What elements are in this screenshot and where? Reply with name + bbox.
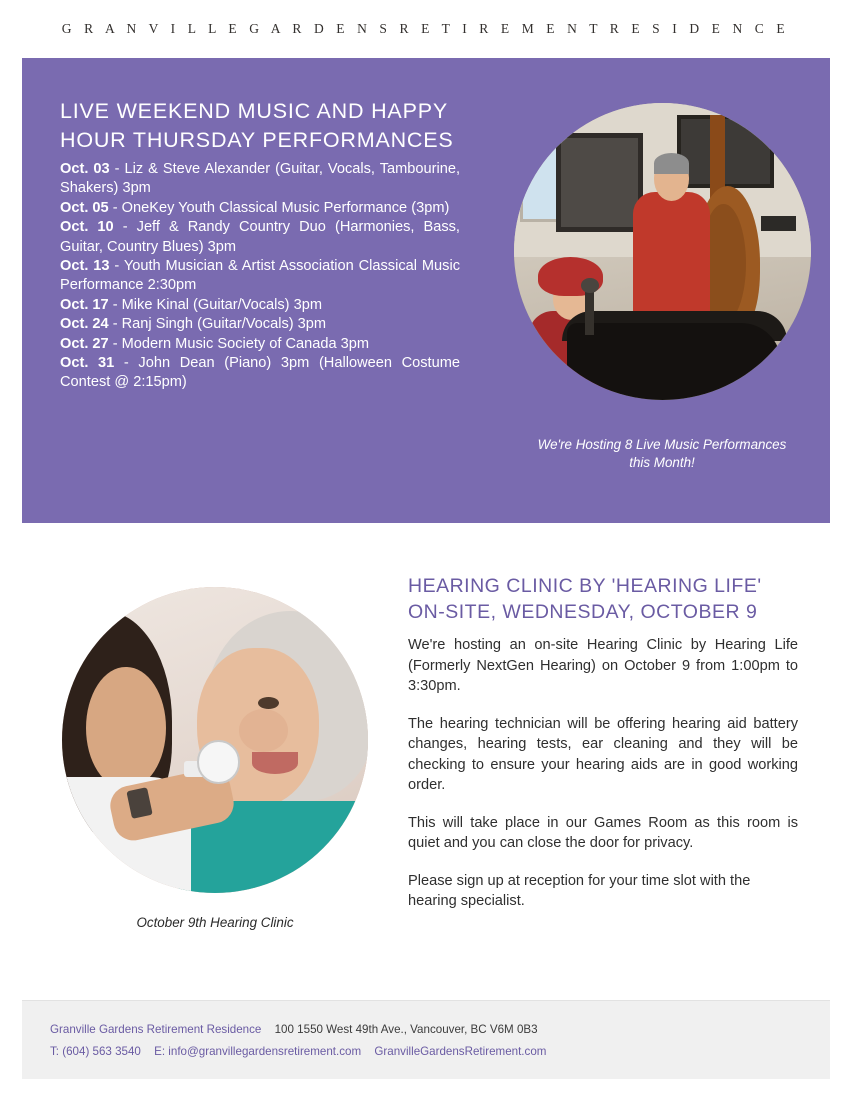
list-item	[60, 199, 460, 218]
photo-scene	[62, 587, 368, 893]
footer-phone[interactable]: T: (604) 563 3540	[50, 1045, 141, 1058]
entry-text: - Youth Musician & Artist Association Classical Music Performance 2:30pm	[60, 258, 460, 294]
hearing-paragraph: Please sign up at reception for your time slot with the hearing specialist.	[408, 872, 751, 909]
entry-text: - Liz & Steve Alexander (Guitar, Vocals, Tambourine, Shakers) 3pm	[60, 161, 461, 197]
entry-date: Oct. 03	[60, 161, 110, 177]
music-photo-caption-line2: this Month!	[629, 455, 695, 470]
hearing-heading-line1: HEARING CLINIC BY 'HEARING LIFE'	[408, 575, 762, 597]
music-photo-caption-line1: We're Hosting 8 Live Music Performances	[537, 437, 787, 452]
entry-date: Oct. 13	[60, 258, 110, 275]
list-item	[60, 218, 460, 257]
live-music-heading-line1: LIVE WEEKEND MUSIC AND HAPPY	[60, 99, 448, 123]
list-item	[60, 354, 460, 393]
entry-text: - John Dean (Piano) 3pm (Halloween Costume Contest @ 2:15pm)	[60, 355, 460, 391]
footer-organization: Granville Gardens Retirement Residence	[50, 1023, 262, 1036]
entry-date: Oct. 31	[60, 355, 115, 372]
entry-date: Oct. 27	[60, 335, 109, 352]
hearing-paragraph: We're hosting an on-site Hearing Clinic by Hearing Life (Formerly NextGen Hearing) on October 9 from 1:00pm to 3:30pm.	[408, 637, 798, 694]
hearing-photo-caption: October 9th Hearing Clinic	[136, 915, 294, 930]
list-item	[60, 335, 460, 354]
list-item	[60, 296, 460, 315]
live-music-heading-line2: HOUR THURSDAY PERFORMANCES	[60, 128, 454, 152]
entry-date: Oct. 17	[60, 296, 109, 313]
musicians-performing-photo	[514, 103, 811, 400]
list-item	[60, 315, 460, 334]
masthead-title: G R A N V I L L E G A R D E N S R E T I R E M E N T R E S I D E N C E	[61, 21, 790, 36]
footer-address-line	[50, 1023, 538, 1036]
live-music-heading	[60, 97, 490, 155]
entry-text: - Modern Music Society of Canada 3pm	[108, 335, 370, 352]
hearing-heading-line2: ON-SITE, WEDNESDAY, OCTOBER 9	[408, 601, 758, 623]
entry-text: - Ranj Singh (Guitar/Vocals) 3pm	[108, 316, 327, 333]
masthead	[0, 0, 851, 58]
live-music-panel	[22, 58, 830, 523]
entry-text: - Mike Kinal (Guitar/Vocals) 3pm	[108, 296, 322, 313]
footer-contact-line	[50, 1045, 546, 1058]
entry-text: - Jeff & Randy Country Duo (Harmonies, Bass, Guitar, Country Blues) 3pm	[60, 219, 460, 255]
entry-text: - OneKey Youth Classical Music Performance (3pm)	[108, 199, 450, 216]
list-item	[60, 160, 460, 199]
hearing-clinic-heading	[408, 573, 808, 625]
music-photo-caption	[492, 436, 830, 472]
footer-address: 100 1550 West 49th Ave., Vancouver, BC V6M 0B3	[274, 1023, 538, 1036]
footer-email[interactable]: E: info@granvillegardensretirement.com	[154, 1045, 362, 1058]
hearing-examination-photo	[62, 587, 368, 893]
hearing-paragraph: The hearing technician will be offering hearing aid battery changes, hearing tests, ear cleaning and they will be checking to ensure your hearing aids are in good working order.	[408, 715, 798, 793]
entry-date: Oct. 10	[60, 219, 114, 236]
hearing-paragraph: This will take place in our Games Room as this room is quiet and you can close the door for privacy.	[408, 814, 798, 851]
hearing-clinic-body	[408, 635, 798, 929]
footer	[22, 1000, 830, 1079]
entry-date: Oct. 05	[60, 199, 109, 216]
footer-website-link[interactable]: GranvilleGardensRetirement.com	[374, 1045, 547, 1058]
hearing-clinic-section	[22, 523, 830, 1000]
live-music-schedule-list	[60, 160, 460, 393]
entry-date: Oct. 24	[60, 316, 109, 333]
list-item	[60, 257, 460, 296]
photo-scene	[514, 103, 811, 400]
